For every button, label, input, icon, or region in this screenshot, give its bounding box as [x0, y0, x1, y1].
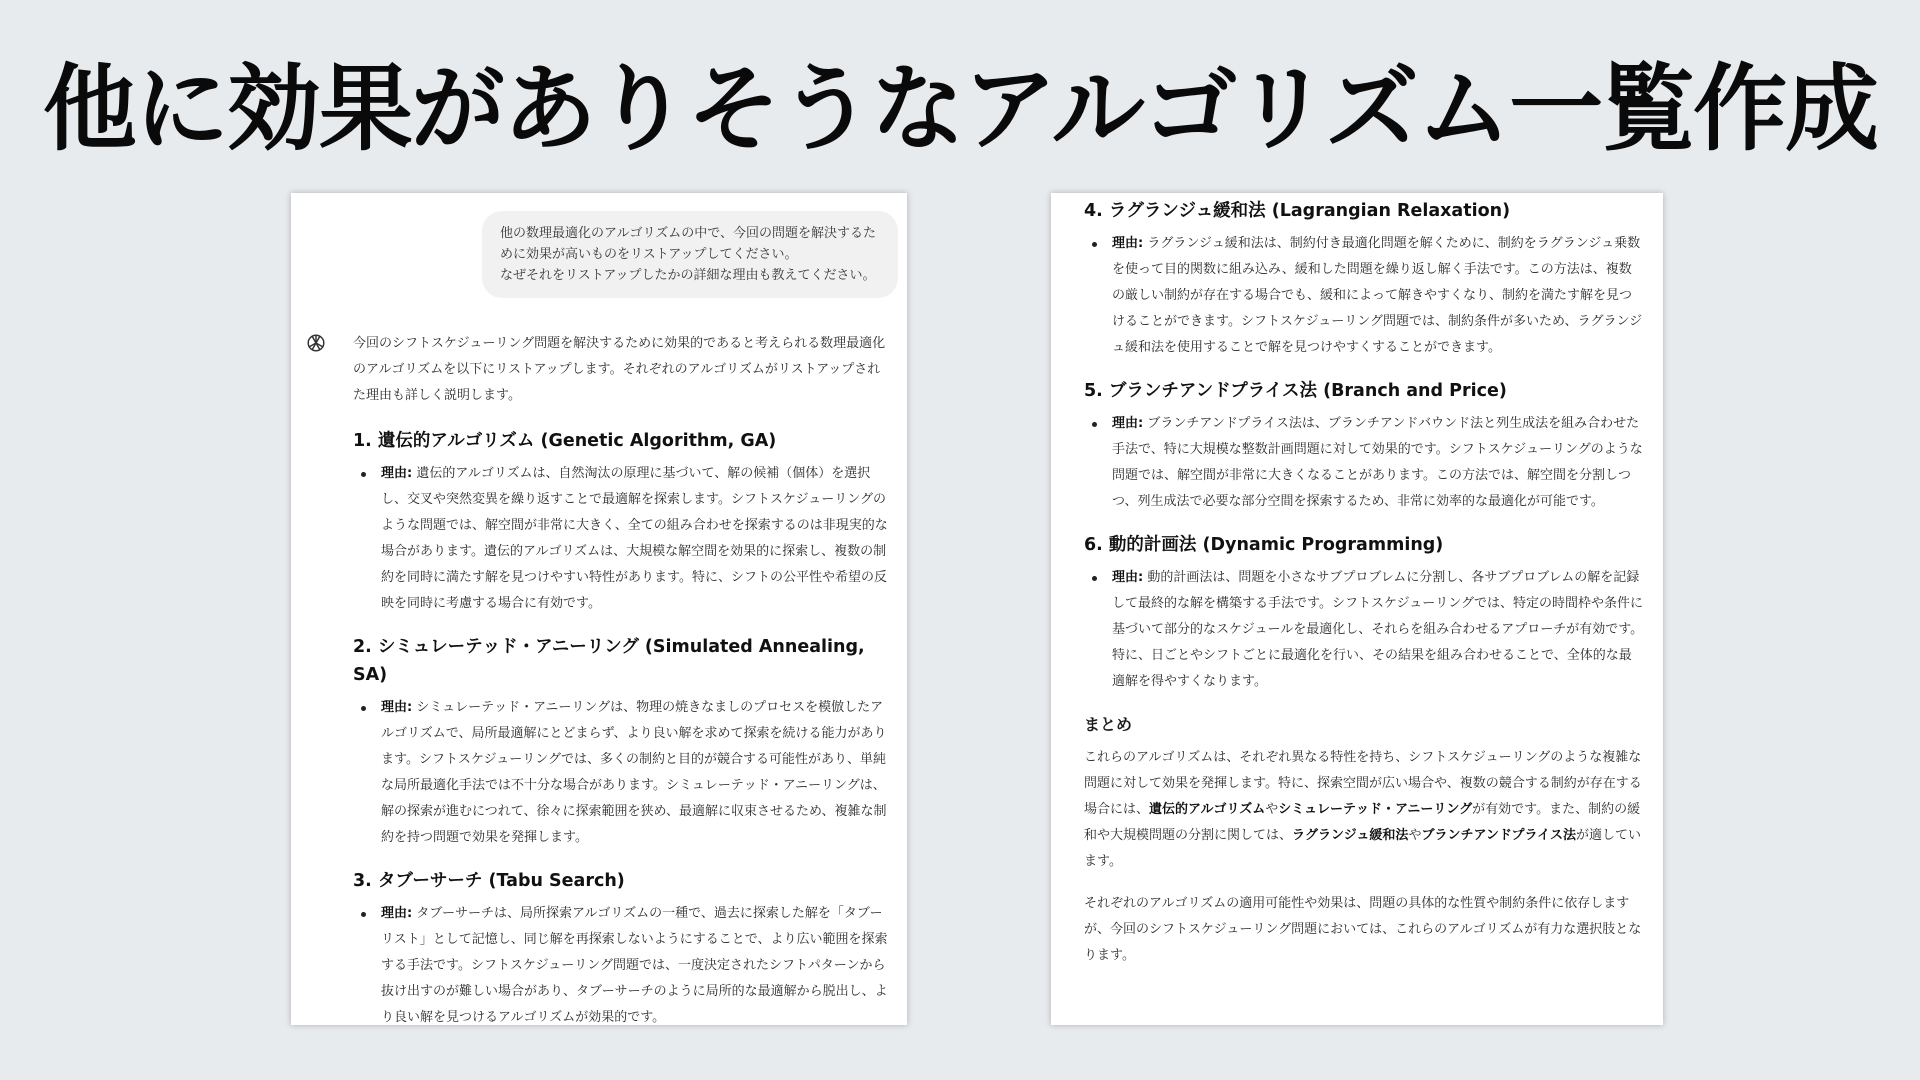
bullet-dot: [361, 912, 366, 917]
user-message-line: めに効果が高いものをリストアップしてください。: [500, 247, 798, 262]
reason-label: 理由:: [381, 906, 413, 921]
assistant-response: [353, 331, 893, 1025]
openai-logo-icon: [305, 332, 327, 354]
summary-highlight: ラグランジュ緩和法: [1292, 828, 1409, 843]
chat-panel-left: [291, 193, 907, 1025]
assistant-response-continued: [1084, 197, 1644, 979]
summary-text: や: [1408, 828, 1422, 843]
list-item: [353, 901, 893, 1025]
reason-text: 遺伝的アルゴリズムは、自然淘汰の原理に基づいて、解の候補（個体）を選択し、交叉や突然変異を繰り返すことで最適解を探索します。シフトスケジューリングのような問題では、解空間が非常に大きく、全ての組み合わせを探索するのは非現実的な場合があります。遺伝的アルゴリズムは、大規模な解空間を効果的に探索し、複数の制約を同時に満たす解を見つけやすい特性があります。特に、シフトの公平性や希望の反映を同時に考慮する場合に有効です。: [381, 466, 888, 611]
bullet-dot: [1092, 576, 1097, 581]
summary-text: が有効です。また、制約の緩和や大規模問題の分割に関しては、: [1084, 802, 1641, 843]
section-title-lagrangian: 4. ラグランジュ緩和法 (Lagrangian Relaxation): [1084, 201, 1511, 221]
reason-label: 理由:: [1112, 416, 1144, 431]
user-message-line: 他の数理最適化のアルゴリズムの中で、今回の問題を解決するた: [500, 226, 876, 241]
list-item: [353, 461, 893, 617]
user-message-bubble: [482, 211, 898, 298]
summary-highlight: シミュレーテッド・アニーリング: [1278, 802, 1473, 817]
intro-paragraph: 今回のシフトスケジューリング問題を解決するために効果的であると考えられる数理最適化のアルゴリズムを以下にリストアップします。それぞれのアルゴリズムがリストアップされた理由も詳しく説明します。: [353, 336, 886, 403]
reason-label: 理由:: [1112, 570, 1144, 585]
reason-text: ブランチアンドプライス法は、ブランチアンドバウンド法と列生成法を組み合わせた手法で、特に大規模な整数計画問題に対して効果的です。シフトスケジューリングのような問題では、解空間が非常に大きくなることがあります。この方法では、解空間を分割しつつ、列生成法で必要な部分空間を探索するため、非常に効率的な最適化が可能です。: [1112, 416, 1643, 509]
reason-text: タブーサーチは、局所探索アルゴリズムの一種で、過去に探索した解を「タブーリスト」として記憶し、同じ解を再探索しないようにすることで、より広い範囲を探索する手法です。シフトスケジューリング問題では、一度決定されたシフトパターンから抜け出すのが難しい場合があり、タブーサーチのように局所的な最適解から脱出し、より良い解を見つけるアルゴリズムが効果的です。: [381, 906, 888, 1025]
bullet-dot: [1092, 422, 1097, 427]
summary-text: これらのアルゴリズムは、それぞれ異なる特性を持ち、シフトスケジューリングのような複雑な問題に対して効果を発揮します。特に、探索空間が広い場合や、複数の競合する制約が存在する場合には、: [1084, 750, 1642, 817]
reason-label: 理由:: [1112, 236, 1144, 251]
summary-title: まとめ: [1084, 715, 1133, 734]
section-title-dp: 6. 動的計画法 (Dynamic Programming): [1084, 535, 1444, 555]
summary-text: や: [1265, 802, 1279, 817]
bullet-dot: [361, 706, 366, 711]
reason-text: シミュレーテッド・アニーリングは、物理の焼きなましのプロセスを模倣したアルゴリズムで、局所最適解にとどまらず、より良い解を求めて探索を続ける能力があります。シフトスケジューリングでは、多くの制約と目的が競合する可能性があり、単純な局所最適化手法では不十分な場合があります。シミュレーテッド・アニーリングは、解の探索が進むにつれて、徐々に探索範囲を狭め、最適解に収束させるため、複雑な制約を持つ問題で効果を発揮します。: [381, 700, 887, 845]
section-title-ga: 1. 遺伝的アルゴリズム (Genetic Algorithm, GA): [353, 431, 777, 451]
summary-text: が適しています。: [1084, 828, 1642, 869]
reason-label: 理由:: [381, 700, 413, 715]
list-item: [1084, 411, 1644, 515]
slide-title: 他に効果がありそうなアルゴリズム一覧作成: [42, 55, 1878, 164]
section-title-branch-price: 5. ブランチアンドプライス法 (Branch and Price): [1084, 381, 1507, 401]
reason-text: ラグランジュ緩和法は、制約付き最適化問題を解くために、制約をラグランジュ乗数を使って目的関数に組み込み、緩和した問題を繰り返し解く手法です。この方法は、複数の厳しい制約が存在する場合でも、緩和によって解きやすくなり、制約を満たす解を見つけることができます。シフトスケジューリング問題では、制約条件が多いため、ラグランジュ緩和法を使用することで解を見つけやすくすることができます。: [1112, 236, 1643, 355]
summary-paragraph: [1084, 745, 1644, 875]
summary-highlight: 遺伝的アルゴリズム: [1149, 802, 1266, 817]
list-item: [1084, 231, 1644, 361]
list-item: [1084, 565, 1644, 695]
summary-highlight: ブランチアンドプライス法: [1421, 828, 1577, 843]
section-title-sa: 2. シミュレーテッド・アニーリング (Simulated Annealing, SA): [353, 637, 865, 685]
bullet-dot: [1092, 242, 1097, 247]
section-title-tabu: 3. タブーサーチ (Tabu Search): [353, 871, 625, 891]
bullet-dot: [361, 472, 366, 477]
reason-text: 動的計画法は、問題を小さなサブプロブレムに分割し、各サブプロブレムの解を記録して最終的な解を構築する手法です。シフトスケジューリングでは、特定の時間枠や条件に基づいて部分的なスケジュールを最適化し、それらを組み合わせるアプローチが有効です。特に、日ごとやシフトごとに最適化を行い、その結果を組み合わせることで、全体的な最適解を得やすくなります。: [1112, 570, 1644, 689]
reason-label: 理由:: [381, 466, 413, 481]
user-message-line: なぜそれをリストアップしたかの詳細な理由も教えてください。: [500, 268, 876, 283]
chat-panel-right: [1051, 193, 1663, 1025]
summary-closing-paragraph: それぞれのアルゴリズムの適用可能性や効果は、問題の具体的な性質や制約条件に依存しますが、今回のシフトスケジューリング問題においては、これらのアルゴリズムが有力な選択肢となります。: [1084, 896, 1642, 963]
list-item: [353, 695, 893, 851]
